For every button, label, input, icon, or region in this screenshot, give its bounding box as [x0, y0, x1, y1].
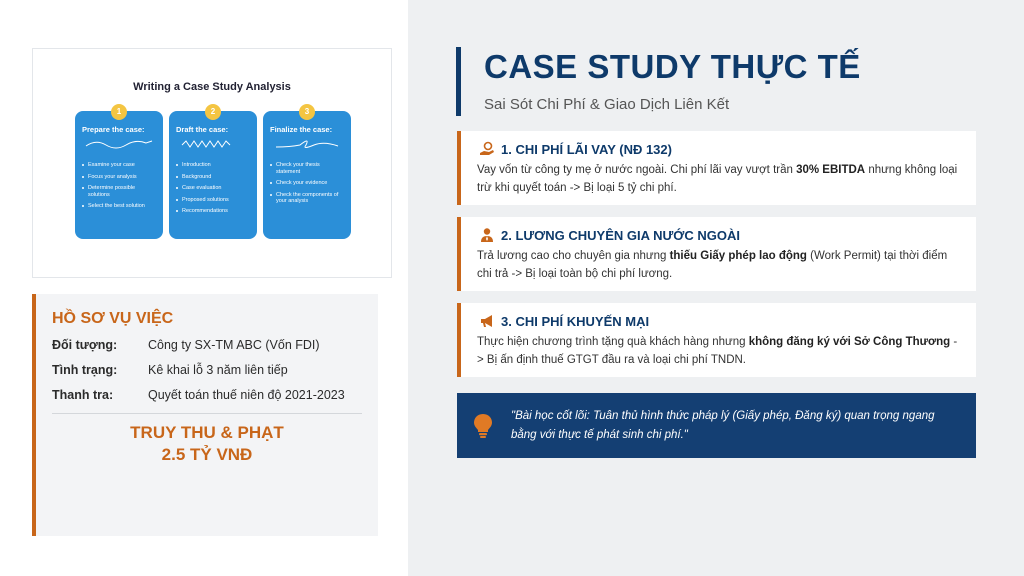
- hand-coin-icon: [477, 141, 497, 157]
- step-number: 1: [111, 104, 127, 120]
- step-item: Check the components of your analysis: [270, 192, 344, 205]
- issue-title: 3. CHI PHÍ KHUYẾN MẠI: [501, 313, 650, 329]
- step-item: Background: [176, 174, 250, 181]
- issue-text: Trả lương cao cho chuyên gia nhưng: [477, 250, 670, 262]
- case-row: [52, 363, 362, 377]
- issue-text: -> Bị ấn định thuế GTGT đầu ra và loại chi phí TNDN.: [477, 336, 958, 366]
- issue-text: (Work Permit) tại thời điểm chi trả -> Bị loại toàn bộ chi phí lương.: [477, 250, 948, 280]
- step-number: 3: [299, 104, 315, 120]
- case-row: [52, 388, 362, 402]
- case-row-value: Quyết toán thuế niên độ 2021-2023: [148, 388, 345, 402]
- step-title: Draft the case:: [176, 125, 229, 134]
- step-item: Examine your case: [82, 162, 156, 169]
- issue-body: [477, 162, 962, 198]
- case-file-box: [32, 294, 378, 536]
- divider: [52, 413, 362, 414]
- megaphone-icon: [477, 313, 497, 329]
- case-row-value: Kê khai lỗ 3 năm liên tiếp: [148, 363, 288, 377]
- issue-title: 1. CHI PHÍ LÃI VAY (NĐ 132): [501, 141, 672, 157]
- title-accent-bar: [456, 47, 461, 116]
- issue-text: nhưng không loại trừ khi quyết toán -> Bị loại 5 tỷ chi phí.: [477, 164, 958, 194]
- step-item: Determine possible solutions: [82, 185, 156, 198]
- case-row-value: Công ty SX-TM ABC (Vốn FDI): [148, 338, 320, 352]
- step-card-draft: [169, 107, 257, 239]
- issue-text: Vay vốn từ công ty mẹ ở nước ngoài. Chi phí lãi vay vượt trần: [477, 164, 797, 176]
- case-row: [52, 338, 362, 352]
- page-title: CASE STUDY THỰC TẾ: [484, 48, 861, 85]
- step-item: Recommendations: [176, 208, 250, 215]
- case-row-label: Thanh tra:: [52, 388, 114, 402]
- step-item: Case evaluation: [176, 185, 250, 192]
- issue-card-promotion: [457, 303, 976, 377]
- squiggle-doodle-icon: [82, 137, 156, 151]
- key-lesson-quote: [457, 393, 976, 458]
- person-tie-icon: [477, 227, 497, 243]
- case-row-label: Đối tượng:: [52, 338, 118, 352]
- step-item: Select the best solution: [82, 203, 156, 210]
- issue-highlight: thiếu Giấy phép lao động: [669, 250, 807, 262]
- infographic-title: Writing a Case Study Analysis: [133, 81, 291, 93]
- case-file-heading: HỒ SƠ VỤ VIỆC: [52, 310, 174, 327]
- step-title: Prepare the case:: [82, 125, 145, 134]
- lightbulb-icon: [473, 413, 493, 439]
- issue-card-interest: [457, 131, 976, 205]
- penalty-result: [52, 422, 362, 466]
- case-study-infographic: [32, 48, 392, 278]
- step-card-prepare: [75, 107, 163, 239]
- issue-body: [477, 248, 962, 284]
- issue-card-foreign-salary: [457, 217, 976, 291]
- penalty-line-2: 2.5 TỶ VNĐ: [161, 445, 253, 465]
- issue-text: Thực hiện chương trình tặng quà khách hàng nhưng: [477, 336, 749, 348]
- issue-body: [477, 334, 962, 370]
- issue-highlight: không đăng ký với Sở Công Thương: [748, 336, 951, 348]
- step-card-finalize: [263, 107, 351, 239]
- step-item: Proposed solutions: [176, 197, 250, 204]
- case-row-label: Tình trạng:: [52, 363, 118, 377]
- penalty-line-1: TRUY THU & PHẠT: [130, 423, 284, 442]
- step-item: Check your thesis statement: [270, 162, 344, 175]
- step-title: Finalize the case:: [270, 125, 333, 134]
- page-subtitle: Sai Sót Chi Phí & Giao Dịch Liên Kết: [484, 96, 730, 113]
- issue-highlight: 30% EBITDA: [796, 164, 866, 176]
- step-number: 2: [205, 104, 221, 120]
- loop-doodle-icon: [270, 137, 344, 151]
- step-item: Introduction: [176, 162, 250, 169]
- issue-title: 2. LƯƠNG CHUYÊN GIA NƯỚC NGOÀI: [501, 227, 741, 243]
- zigzag-doodle-icon: [176, 137, 250, 151]
- step-item: Check your evidence: [270, 180, 344, 187]
- quote-text: "Bài học cốt lõi: Tuân thủ hình thức pháp lý (Giấy phép, Đăng ký) quan trọng ngang bằng với thực tế phát sinh chi phí.": [511, 410, 935, 441]
- step-item: Focus your analysis: [82, 174, 156, 181]
